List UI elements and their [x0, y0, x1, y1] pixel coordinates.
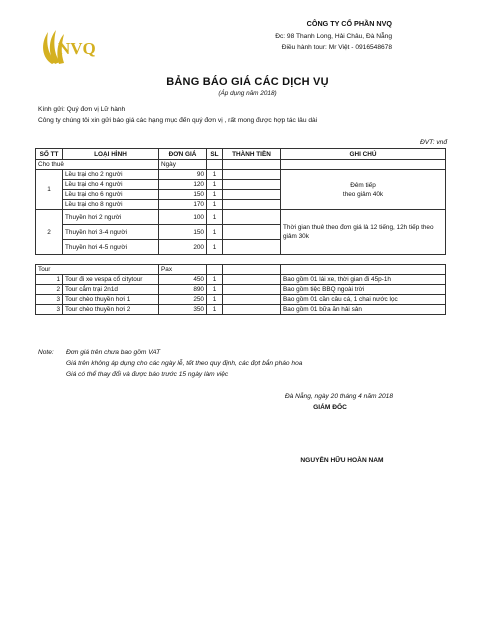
- header-price: ĐƠN GIÁ: [159, 149, 207, 160]
- item-number: 2: [36, 285, 63, 295]
- header-no: SỐ TT: [36, 149, 63, 160]
- item-note: Bao gồm 01 lái xe, thời gian đi 45p-1h: [281, 275, 446, 285]
- note-line: Giá trên không áp dụng cho các ngày lễ, tết theo quy định, các đợt bắn pháo hoa: [66, 360, 303, 367]
- item-name: Tour chèo thuyền hơi 1: [63, 295, 159, 305]
- item-name: Lều trại cho 6 người: [63, 190, 159, 200]
- item-qty: 1: [207, 180, 223, 190]
- item-note: Bao gồm 01 bữa ăn hải sản: [281, 305, 446, 315]
- notes-label: Note:: [38, 349, 54, 356]
- item-qty: 1: [207, 210, 223, 225]
- item-note: Bao gồm 01 cần câu cá, 1 chai nước lọc: [281, 295, 446, 305]
- item-price: 350: [159, 305, 207, 315]
- item-qty: 1: [207, 305, 223, 315]
- item-name: Lều trại cho 8 người: [63, 200, 159, 210]
- item-number: 1: [36, 275, 63, 285]
- item-price: 120: [159, 180, 207, 190]
- item-number: 3: [36, 295, 63, 305]
- group-note-line: Đêm tiếp: [350, 181, 376, 189]
- table-row: [36, 275, 446, 285]
- note-line: Đơn giá trên chưa bao gồm VAT: [66, 349, 161, 356]
- item-price: 100: [159, 210, 207, 225]
- company-name: CÔNG TY CỔ PHẦN NVQ: [306, 19, 392, 28]
- logo-text: NVQ: [58, 39, 96, 58]
- group-number: 1: [36, 170, 63, 210]
- table-row: [36, 170, 446, 180]
- item-price: 170: [159, 200, 207, 210]
- group-note: [281, 170, 446, 210]
- page-title: BẢNG BÁO GIÁ CÁC DỊCH VỤ: [166, 76, 329, 88]
- item-name: Thuyền hơi 4-5 người: [63, 240, 159, 255]
- company-manager: Điều hành tour: Mr Việt - 0916548678: [281, 44, 392, 51]
- item-qty: 1: [207, 275, 223, 285]
- table-row: [36, 295, 446, 305]
- item-name: Thuyền hơi 3-4 người: [63, 225, 159, 240]
- table-spacer: [36, 255, 446, 265]
- item-qty: 1: [207, 240, 223, 255]
- table-row: [36, 305, 446, 315]
- signature-date: Đà Nẵng, ngày 20 tháng 4 năm 2018: [284, 393, 393, 400]
- item-price: 250: [159, 295, 207, 305]
- header-qty: SL: [207, 149, 223, 160]
- signature-name: NGUYỄN HỮU HOÀN NAM: [300, 457, 384, 464]
- table-header-row: [36, 149, 446, 160]
- greeting: Kính gửi: Quý đơn vị Lữ hành: [38, 106, 126, 113]
- currency-unit: ĐVT: vnđ: [420, 139, 447, 146]
- item-price: 450: [159, 275, 207, 285]
- item-name: Tour cắm trại 2n1d: [63, 285, 159, 295]
- item-name: Lều trại cho 4 người: [63, 180, 159, 190]
- section-unit: Pax: [159, 265, 207, 275]
- item-note: Bao gồm tiệc BBQ ngoài trời: [281, 285, 446, 295]
- item-qty: 1: [207, 190, 223, 200]
- item-number: 3: [36, 305, 63, 315]
- note-line: Giá có thể thay đổi và được báo trước 15 ngày làm việc: [66, 371, 229, 378]
- page-subtitle: (Áp dụng năm 2018): [218, 90, 277, 97]
- header-type: LOẠI HÌNH: [63, 149, 159, 160]
- section-label: Tour: [36, 265, 159, 275]
- section-label: Cho thuê: [36, 160, 159, 170]
- group-note-line: theo giảm 40k: [342, 190, 384, 198]
- company-address: Đc: 98 Thanh Long, Hải Châu, Đà Nẵng: [275, 33, 392, 40]
- item-price: 90: [159, 170, 207, 180]
- table-row: [36, 285, 446, 295]
- section-unit: Ngày: [159, 160, 207, 170]
- item-qty: 1: [207, 295, 223, 305]
- item-name: Tour đi xe vespa cổ citytour: [63, 275, 159, 285]
- item-qty: 1: [207, 285, 223, 295]
- group-number: 2: [36, 210, 63, 255]
- section-row: [36, 265, 446, 275]
- item-price: 890: [159, 285, 207, 295]
- price-table: [35, 148, 446, 315]
- item-price: 150: [159, 190, 207, 200]
- group-note: Thời gian thuê theo đơn giá là 12 tiếng, 12h tiếp theo giảm 30k: [281, 210, 446, 255]
- item-qty: 1: [207, 170, 223, 180]
- signature-role: GIÁM ĐỐC: [313, 404, 347, 411]
- item-price: 200: [159, 240, 207, 255]
- item-qty: 1: [207, 200, 223, 210]
- section-row: [36, 160, 446, 170]
- header-note: GHI CHÚ: [281, 149, 446, 160]
- item-name: Thuyền hơi 2 người: [63, 210, 159, 225]
- item-name: Tour chèo thuyền hơi 2: [63, 305, 159, 315]
- item-qty: 1: [207, 225, 223, 240]
- item-price: 150: [159, 225, 207, 240]
- intro-text: Công ty chúng tôi xin gửi báo giá các hạng mục đến quý đơn vị , rất mong được hợp tác lâu dài: [38, 117, 318, 124]
- table-row: [36, 210, 446, 225]
- header-total: THÀNH TIỀN: [223, 149, 281, 160]
- item-name: Lều trại cho 2 người: [63, 170, 159, 180]
